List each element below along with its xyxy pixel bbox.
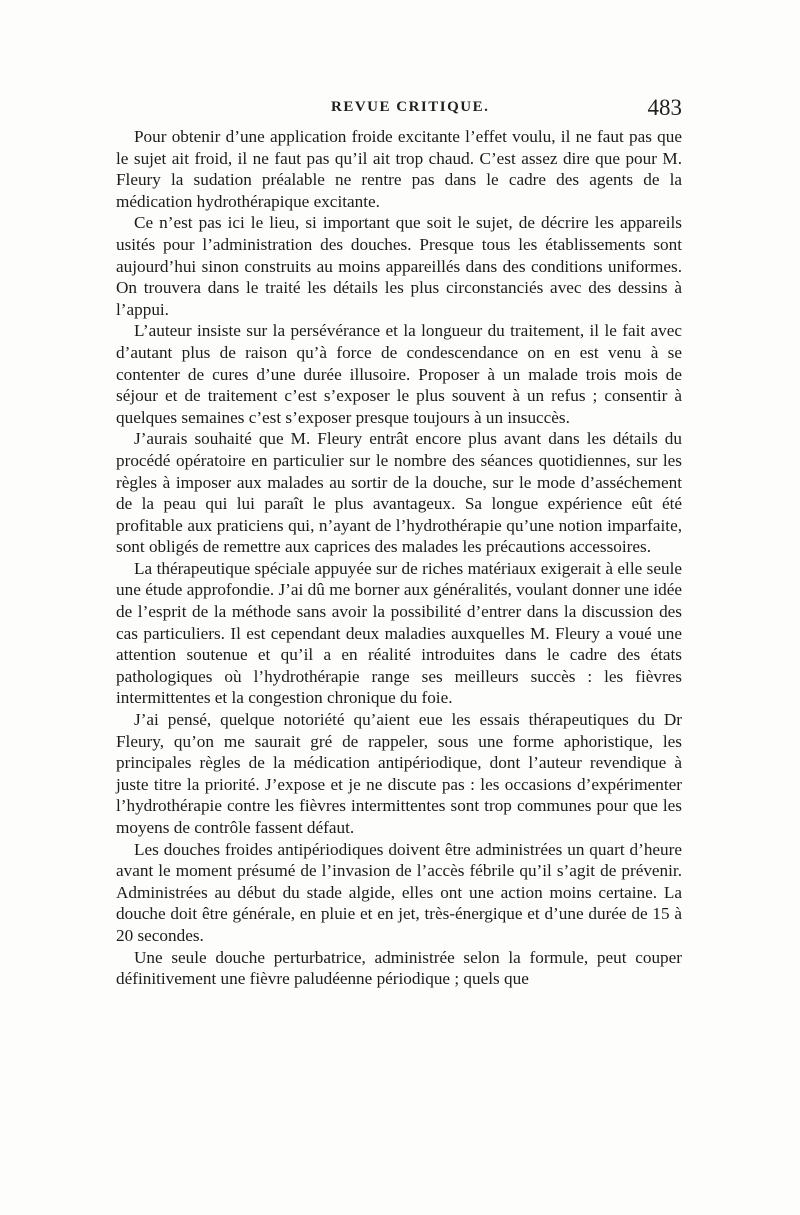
paragraph: Une seule douche perturbatrice, administrée selon la formule, peut couper définitivement une fièvre paludéenne périodique ; quels que [116,947,682,989]
page-number: 483 [647,95,682,120]
paragraph: La thérapeutique spéciale appuyée sur de riches matériaux exigerait à elle seule une étude approfondie. J’ai dû me borner aux généralités, voulant donner une idée de l’esprit de la méthode sans avoir la possibilité d’entrer dans la discussion des cas particuliers. Il est cependant deux maladies auxquelles M. Fleury a voué une attention soutenue et qu’il a en réalité introduites dans le cadre des états pathologiques où l’hydrothérapie range ses meilleurs succès : les fièvres intermittentes et la congestion chronique du foie. [116,558,682,708]
body-text [116,126,682,990]
paragraph: Les douches froides antipériodiques doivent être administrées un quart d’heure avant le moment présumé de l’invasion de l’accès fébrile qu’il s’agit de prévenir. Administrées au début du stade algide, elles ont une action moins certaine. La douche doit être générale, en pluie et en jet, très-énergique et d’une durée de 15 à 20 secondes. [116,839,682,945]
running-title: REVUE CRITIQUE. [331,99,490,115]
running-head [116,95,682,121]
paragraph: L’auteur insiste sur la persévérance et la longueur du traitement, il le fait avec d’autant plus de raison qu’à force de condescendance on en est venu à se contenter de cures d’une durée illusoire. Proposer à un malade trois mois de séjour et de traitement c’est s’exposer le plus souvent à un refus ; consentir à quelques semaines c’est s’exposer presque toujours à un insuccès. [116,321,682,427]
paragraph: J’ai pensé, quelque notoriété qu’aient eue les essais thérapeutiques du Dr Fleury, qu’on me saurait gré de rappeler, sous une forme aphoristique, les principales règles de la médication antipériodique, dont l’auteur revendique à juste titre la priorité. J’expose et je ne discute pas : les occasions d’expérimenter l’hydrothérapie contre les fièvres intermittentes sont trop communes pour que les moyens de contrôle fassent défaut. [116,710,682,837]
paragraph: Pour obtenir d’une application froide excitante l’effet voulu, il ne faut pas que le sujet ait froid, il ne faut pas qu’il ait trop chaud. C’est assez dire que pour M. Fleury la sudation préalable ne rentre pas dans le cadre des agents de la médication hydrothérapique excitante. [116,127,682,211]
paragraph: J’aurais souhaité que M. Fleury entrât encore plus avant dans les détails du procédé opératoire en particulier sur le nombre des séances quotidiennes, sur les règles à imposer aux malades au sortir de la douche, sur le mode d’asséchement de la peau qui lui paraît le plus avantageux. Sa longue expérience eût été profitable aux praticiens qui, n’ayant de l’hydrothérapie qu’une notion imparfaite, sont obligés de remettre aux caprices des malades les précautions accessoires. [116,429,682,557]
paragraph: Ce n’est pas ici le lieu, si important que soit le sujet, de décrire les appareils usités pour l’administration des douches. Presque tous les établissements sont aujourd’hui sinon construits au moins appareillés dans des conditions uniformes. On trouvera dans le traité les détails les plus circonstanciés avec des dessins à l’appui. [116,213,682,319]
